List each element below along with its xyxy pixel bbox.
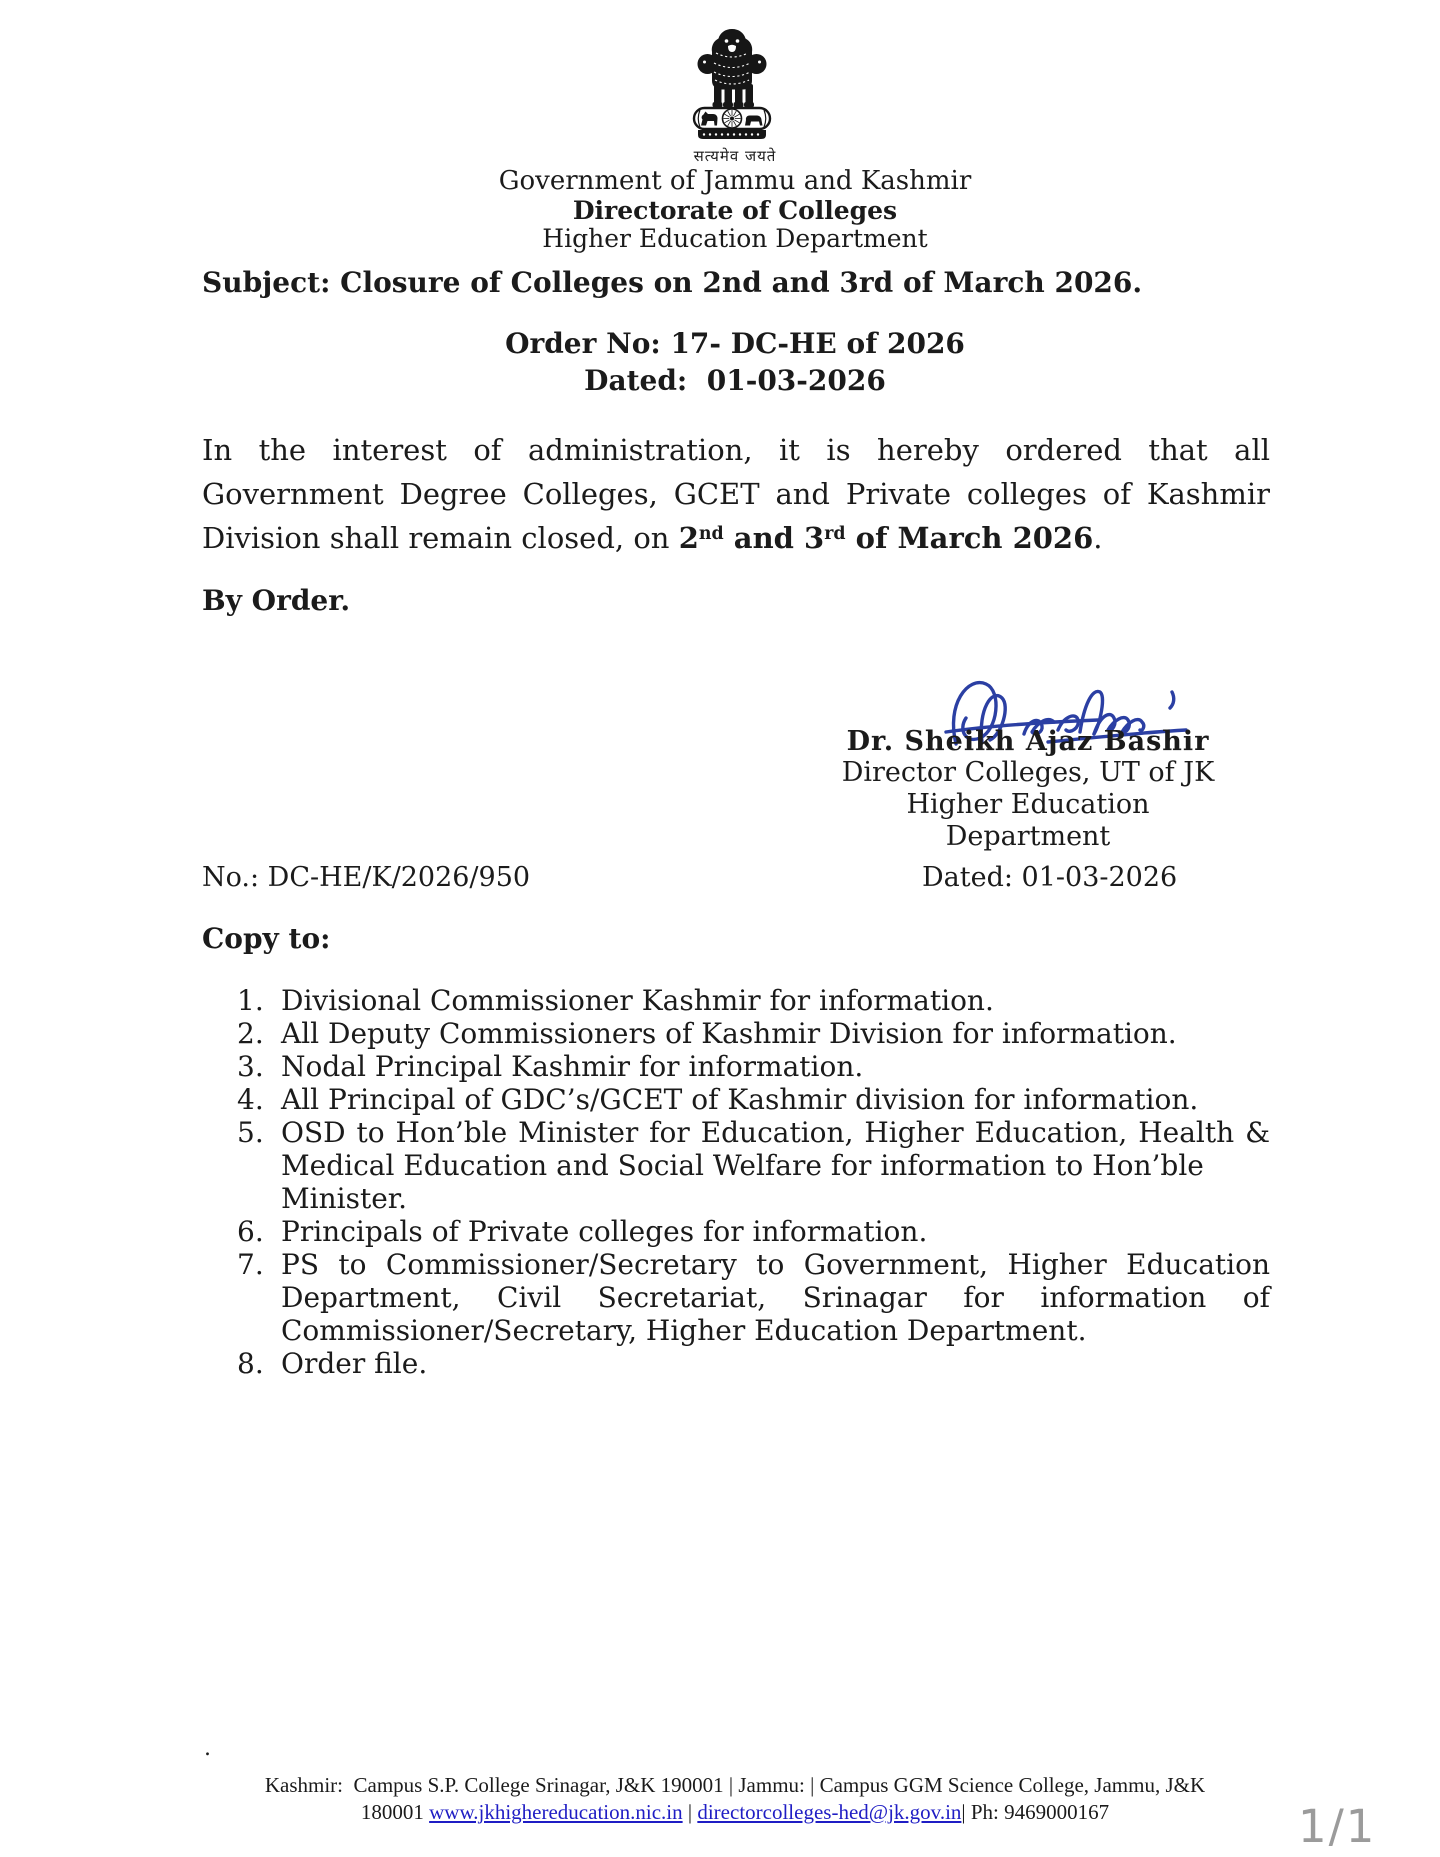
reference-dated: Dated: 01-03-2026 (922, 862, 1178, 893)
copy-list-item (237, 1050, 1270, 1083)
copy-list-item-number: 4. (237, 1083, 264, 1116)
copy-list-item-number: 8. (237, 1347, 264, 1380)
state-emblem-of-india-icon (689, 26, 775, 148)
signatory-name: Dr. Sheikh Ajaz Bashir (846, 726, 1210, 757)
footer-website-link[interactable]: www.jkhighereducation.nic.in (429, 1800, 683, 1824)
order-number-line: Order No: 17- DC-HE of 2026 (505, 327, 965, 360)
copy-list-item-number: 7. (237, 1248, 264, 1281)
paragraph-line-3: Division shall remain closed, on 2nd and 3rd of March 2026. (202, 521, 1103, 555)
signatory-title-1: Director Colleges, UT of JK (841, 757, 1215, 788)
order-body-paragraph (202, 428, 1270, 565)
header-department-line: Higher Education Department (542, 224, 928, 253)
reference-number: No.: DC-HE/K/2026/950 (202, 862, 531, 893)
paragraph-line-2: Government Degree Colleges, GCET and Private colleges of Kashmir (202, 477, 1270, 511)
copy-list-item-number: 3. (237, 1050, 264, 1083)
copy-list-item-text: Nodal Principal Kashmir for information. (281, 1050, 864, 1083)
copy-list-item-text: Medical Education and Social Welfare for information to Hon’ble Minister. (281, 1149, 1204, 1215)
copy-to-label: Copy to: (202, 922, 331, 955)
copy-list-item (237, 1083, 1270, 1116)
copy-list-item (237, 1248, 1270, 1347)
copy-list-item-text: Department, Civil Secretariat, Srinagar for information of (281, 1281, 1270, 1314)
emblem-motto: सत्यमेव जयते (693, 147, 777, 165)
footer-stray-period: . (204, 1736, 211, 1761)
footer-line-1: Kashmir: Campus S.P. College Srinagar, J&K 190001 | Jammu: | Campus GGM Science College, Jammu, J&K (264, 1773, 1206, 1797)
footer-email-link[interactable]: directorcolleges-hed@jk.gov.in (697, 1800, 962, 1824)
by-order-line: By Order. (202, 584, 351, 617)
signatory-title-2: Higher Education Department (906, 789, 1150, 852)
copy-list-item-text: Order file. (281, 1347, 428, 1380)
copy-list-item-text: Principals of Private colleges for information. (281, 1215, 928, 1248)
header-directorate-line: Directorate of Colleges (572, 196, 898, 225)
copy-list-item-text: PS to Commissioner/Secretary to Government, Higher Education (281, 1248, 1270, 1281)
copy-list-item (237, 1215, 1270, 1248)
copy-list-item-number: 5. (237, 1116, 264, 1149)
copy-list-item-text: All Deputy Commissioners of Kashmir Division for information. (281, 1017, 1177, 1050)
footer-line-2: 180001 www.jkhighereducation.nic.in | directorcolleges-hed@jk.gov.in| Ph: 9469000167 (360, 1800, 1110, 1824)
copy-list-item-text: Commissioner/Secretary, Higher Education Department. (281, 1314, 1087, 1347)
copy-list-item-text: All Principal of GDC’s/GCET of Kashmir division for information. (281, 1083, 1199, 1116)
copy-list-item-text: Divisional Commissioner Kashmir for information. (281, 984, 994, 1017)
order-dated-line: Dated: 01-03-2026 (584, 364, 886, 397)
copy-list-item-number: 6. (237, 1215, 264, 1248)
copy-list-item (237, 984, 1270, 1017)
header-government-line: Government of Jammu and Kashmir (498, 166, 972, 196)
copy-list-item (237, 1347, 1270, 1380)
signature-block (828, 658, 1228, 853)
subject-line: Subject: Closure of Colleges on 2nd and 3rd of March 2026. (202, 266, 1143, 299)
paragraph-line-1: In the interest of administration, it is hereby ordered that all (202, 433, 1270, 467)
copy-list-item-text: OSD to Hon’ble Minister for Education, Higher Education, Health & (281, 1116, 1270, 1149)
footer-address (160, 1772, 1310, 1826)
copy-list-item-number: 1. (237, 984, 264, 1017)
copy-list-item (237, 1017, 1270, 1050)
copy-to-list (237, 984, 1270, 1380)
copy-list-item (237, 1116, 1270, 1215)
page-number-indicator: 1/1 (1298, 1800, 1377, 1853)
copy-list-item-number: 2. (237, 1017, 264, 1050)
